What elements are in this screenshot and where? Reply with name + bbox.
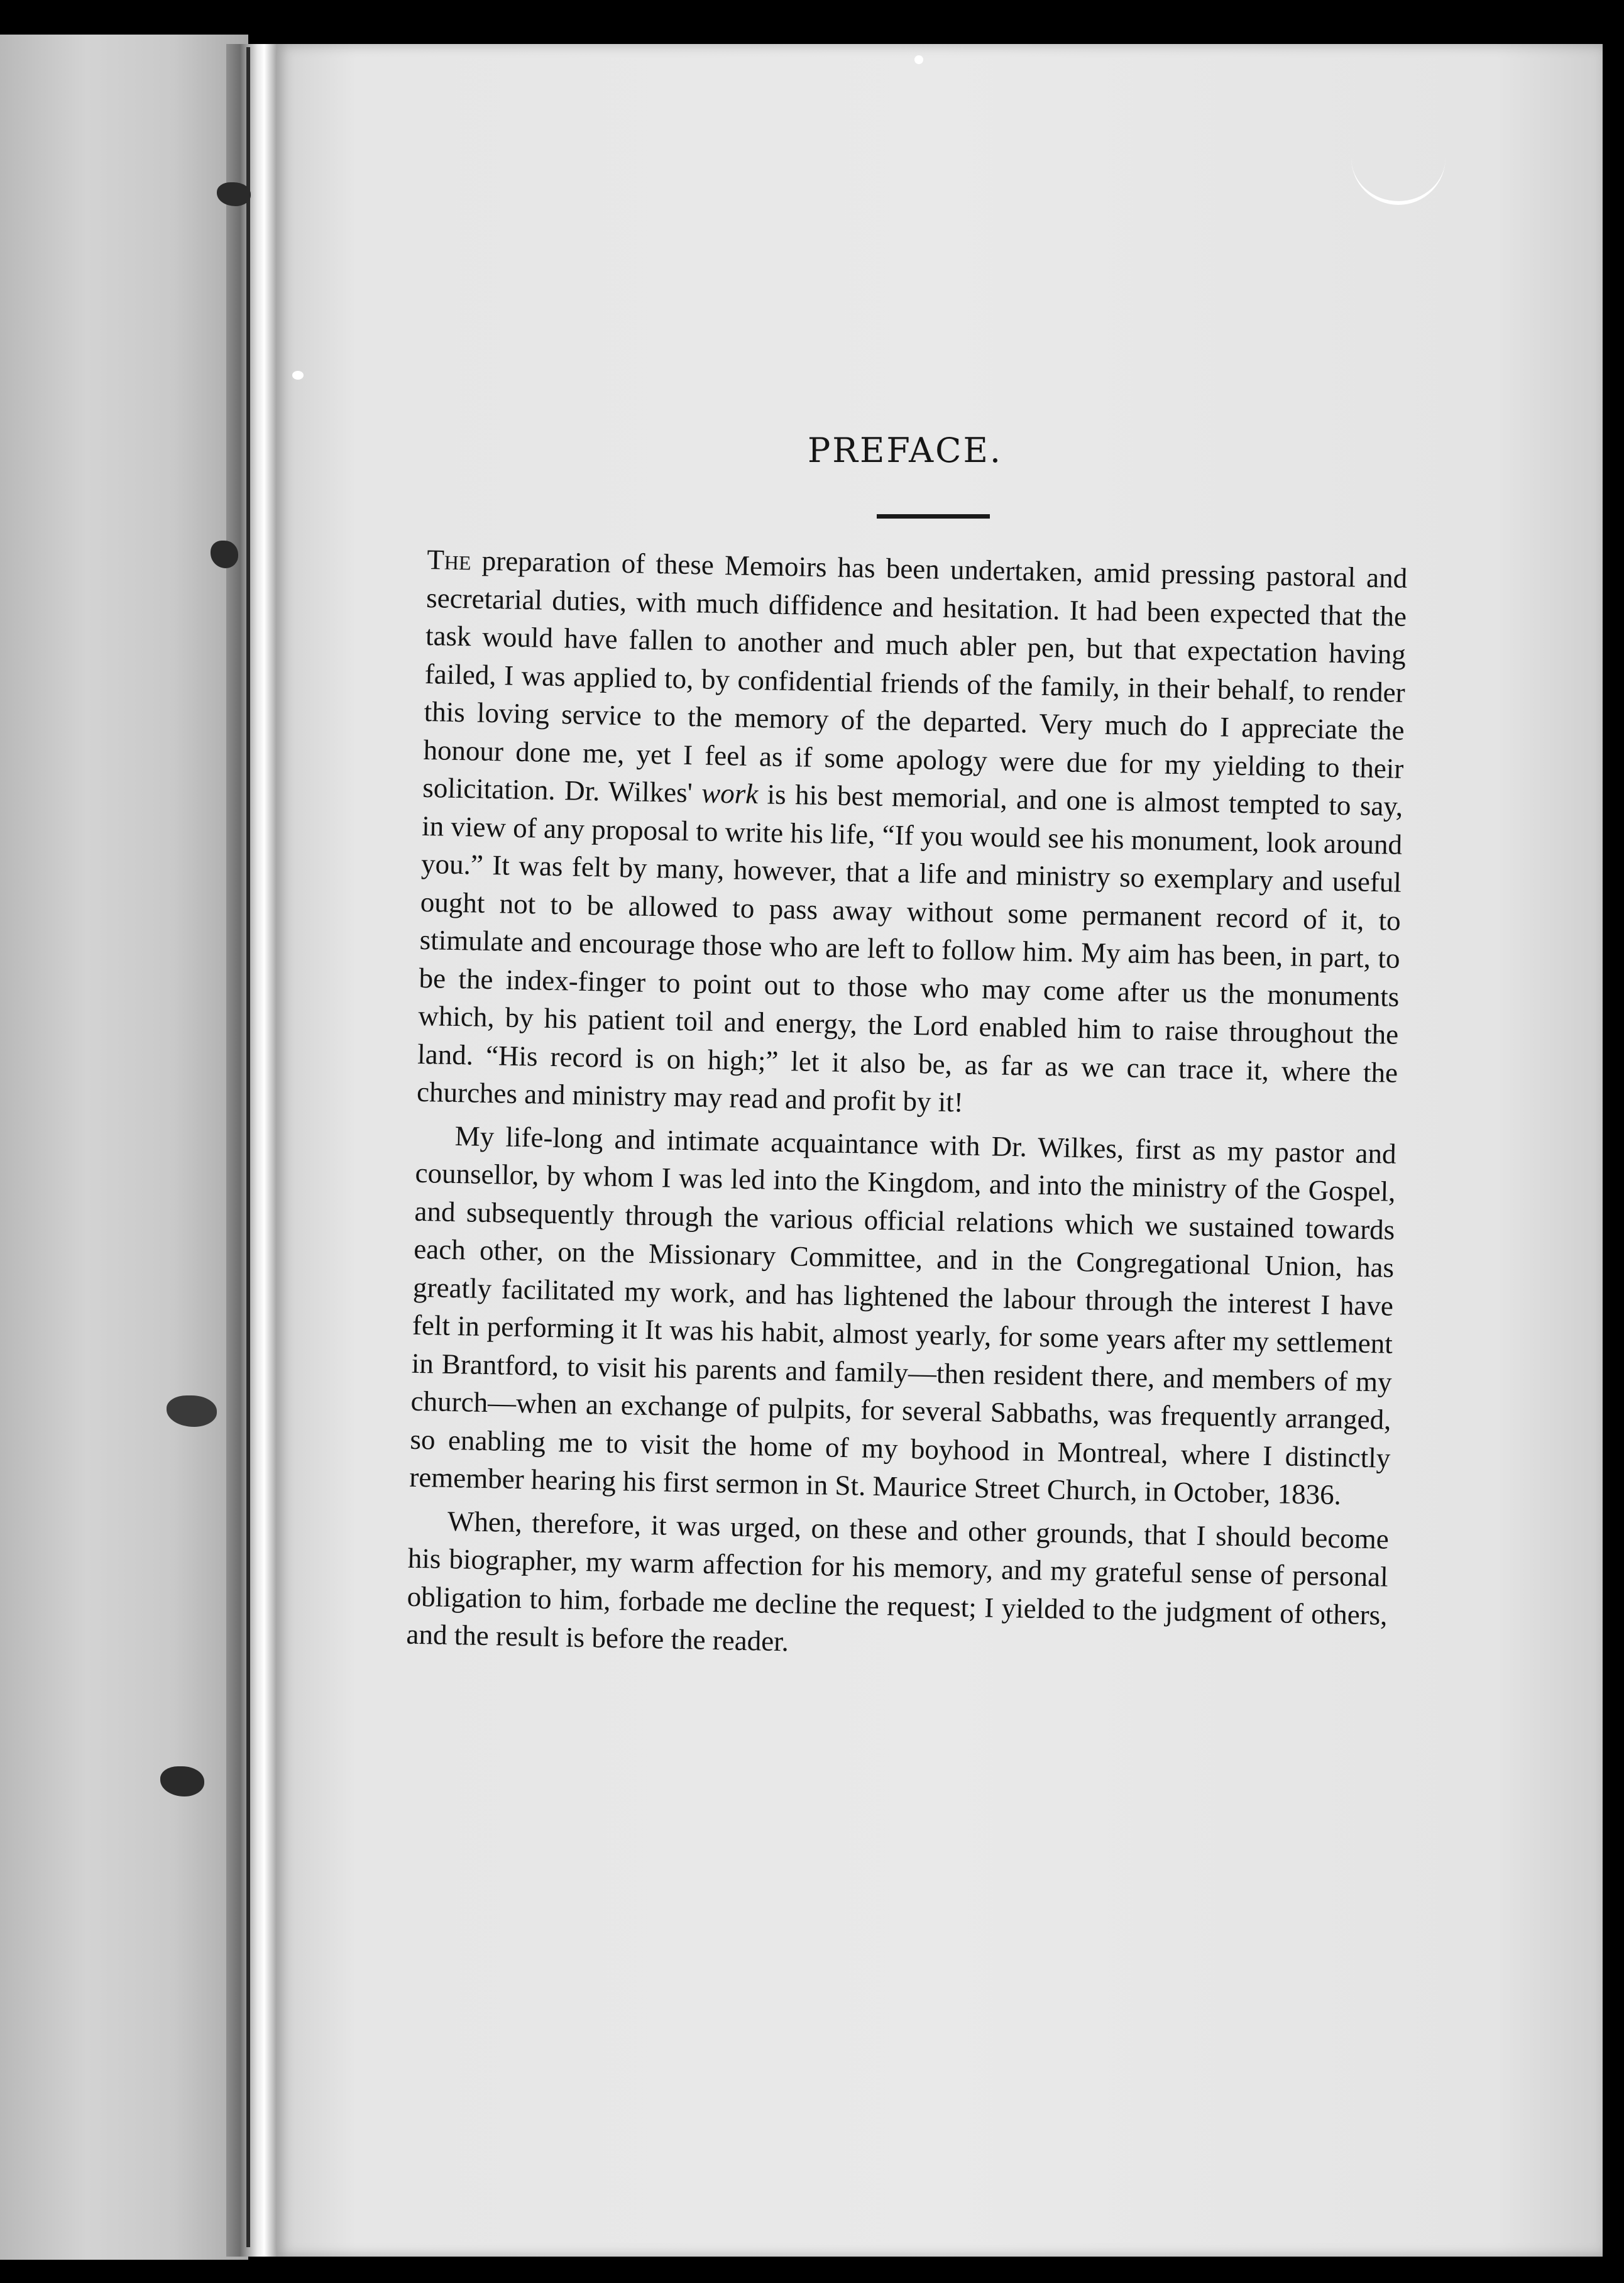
paper-speck: [914, 55, 923, 64]
facing-page-edge: [0, 35, 248, 2260]
paper-speck: [292, 371, 304, 380]
heading-rule: [877, 514, 990, 519]
paragraph-1-rest: is his best memorial, and one is almost tempted to say, in view of any proposal to write his life, “If you would see his monument, look around you.” It was felt by many, however, that a life and ministry so exemplary and useful ought not to be allowed to pass away without some permanent record of it, to stimulate and encourage those who are left to follow him. My aim has been, in part, to be the index-finger to point out to those who may come after us the monuments which, by his patient toil and energy, the Lord enabled him to raise throughout the land. “His record is on high;” let it also be, as far as we can trace it, where the churches and ministry may read and profit by it!: [416, 778, 1403, 1118]
lead-word: The: [426, 543, 472, 576]
binding-thread-mark: [211, 541, 238, 568]
paragraph-2: My life-long and intimate acquaintance with Dr. Wilkes, first as my pastor and counsellor, by whom I was led into the Kingdom, and into the ministry of the Gospel, and subsequently through the various official relations which we sustained towards each other, on the Missionary Committee, and in the Congregational Union, has greatly facilitated my work, and has lightened the labour through the interest I have felt in performing it It was his habit, almost yearly, for some years after my settlement in Brantford, to visit his parents and family—then resident there, and members of my church—when an exchange of pulpits, for several Sabbaths, was frequently arranged, so enabling me to visit the home of my boyhood in Montreal, where I distinctly remember hearing his first sermon in St. Maurice Street Church, in October, 1836.: [409, 1119, 1397, 1511]
paragraph-3: When, therefore, it was urged, on these and other grounds, that I should become his biographer, my warm affection for his memory, and my grateful sense of personal obligation to him, forbade me decline the request; I yielded to the judgment of others, and the result is before the reader.: [406, 1505, 1390, 1658]
emphasized-word: work: [701, 777, 759, 810]
paragraph-1: [417, 541, 1408, 1130]
paragraph-1-text: preparation of these Memoirs has been undertaken, amid pressing pastoral and secretarial duties, with much diffidence and hesitation. It had been expected that the task would have fallen to another and much abler pen, but that expectation having failed, I was applied to, by confidential friends of the family, in their behalf, to render this loving service to the memory of the departed. Very much do I appreciate the honour done me, yet I feel as if some apology were due for my yielding to their solicitation. Dr. Wilkes': [422, 544, 1408, 809]
preface-body: [406, 541, 1408, 1677]
spine-fold-line: [246, 47, 250, 2247]
page-heading: PREFACE.: [807, 431, 1003, 470]
page-corner-curl: [1351, 145, 1446, 205]
